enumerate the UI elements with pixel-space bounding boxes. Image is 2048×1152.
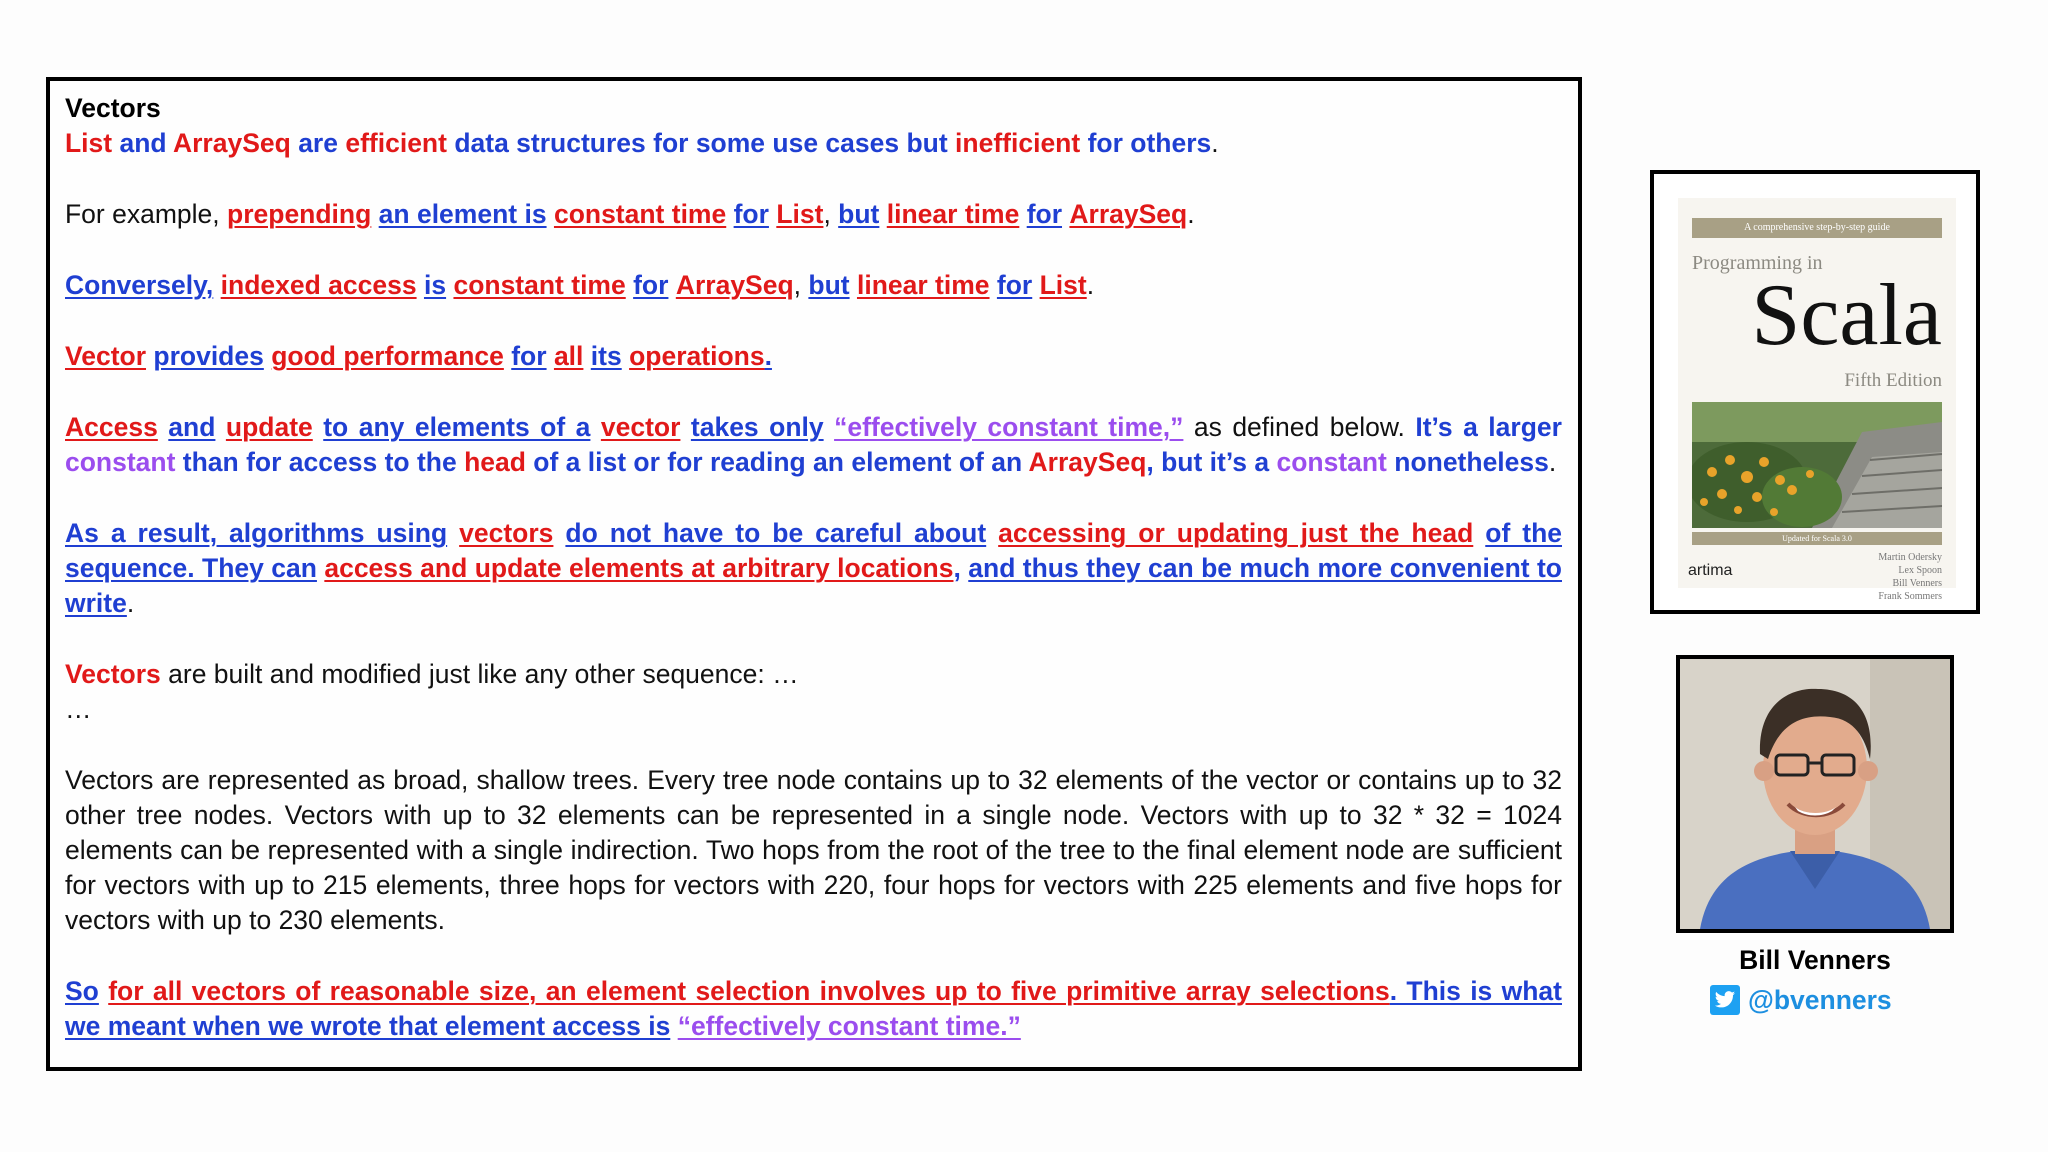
span: As a result, algorithms using <box>65 518 448 548</box>
span: constant time <box>553 199 727 229</box>
span: prepending <box>227 199 372 229</box>
span: ArraySeq <box>1069 199 1188 229</box>
span: of a list or for reading an element of an <box>525 447 1029 477</box>
span: are built and modified just like any other sequence: … <box>160 659 799 689</box>
span <box>215 412 225 442</box>
span: linear time <box>856 270 990 300</box>
span: an element is <box>378 199 547 229</box>
span <box>1473 518 1485 548</box>
span: but <box>838 199 880 229</box>
span <box>547 341 554 371</box>
span <box>622 341 629 371</box>
paragraph-2 <box>65 197 1562 232</box>
span <box>1032 270 1039 300</box>
span: , but it’s a <box>1146 447 1277 477</box>
span: List <box>776 199 824 229</box>
span <box>680 412 690 442</box>
span <box>986 518 998 548</box>
book-publisher: artima <box>1688 562 1733 579</box>
span <box>824 412 834 442</box>
span <box>668 270 675 300</box>
span: , <box>793 270 809 300</box>
book-update-note: Updated for Scala 3.0 <box>1692 532 1942 545</box>
span: . <box>1187 199 1195 229</box>
span <box>447 518 459 548</box>
span: vectors <box>459 518 554 548</box>
span: Conversely, <box>65 270 214 300</box>
span: than for access to the <box>175 447 465 477</box>
span <box>990 270 997 300</box>
book-title: Scala <box>1751 267 1942 364</box>
span: List <box>65 128 113 158</box>
span <box>590 412 600 442</box>
span: but <box>808 270 850 300</box>
span <box>313 412 323 442</box>
author-portrait-illustration <box>1680 659 1950 929</box>
span: ArraySeq <box>1028 447 1147 477</box>
span: nonetheless <box>1386 447 1549 477</box>
span <box>1019 199 1026 229</box>
span: as defined below. <box>1183 412 1416 442</box>
book-tagline: A comprehensive step-by-step guide <box>1692 218 1942 238</box>
span <box>158 412 168 442</box>
span: … <box>65 694 92 724</box>
span <box>626 270 633 300</box>
span: vector <box>600 412 681 442</box>
span: . <box>764 341 772 371</box>
span: for <box>996 270 1033 300</box>
span: to any elements of a <box>323 412 591 442</box>
span: So <box>65 976 99 1006</box>
span: ArraySeq <box>172 128 291 158</box>
span: . <box>1086 270 1095 300</box>
span <box>417 270 424 300</box>
book-edition: Fifth Edition <box>1844 370 1942 391</box>
span: and thus they can be much more convenient to write <box>65 553 1562 618</box>
span: of the sequence. They can <box>65 518 1562 583</box>
slide-title: Vectors <box>65 93 161 123</box>
span: update <box>225 412 313 442</box>
span: operations <box>629 341 765 371</box>
span: its <box>590 341 622 371</box>
span: efficient <box>345 128 447 158</box>
span: Vectors <box>65 659 161 689</box>
paragraph-4 <box>65 339 1562 374</box>
paragraph-1 <box>65 126 1562 161</box>
span: accessing or updating just the head <box>998 518 1474 548</box>
span <box>553 518 565 548</box>
paragraph-title <box>65 91 1562 126</box>
paragraph-6 <box>65 516 1562 621</box>
text-box <box>46 77 1582 1071</box>
book-cover-frame <box>1650 170 1980 614</box>
span: It’s a larger <box>1415 412 1562 442</box>
paragraph-5 <box>65 410 1562 480</box>
span: List <box>1039 270 1087 300</box>
span: all <box>553 341 584 371</box>
span <box>879 199 886 229</box>
span: . <box>1548 447 1557 477</box>
span <box>547 199 554 229</box>
book-author: Bill Venners <box>1892 578 1942 589</box>
span: provides <box>153 341 264 371</box>
span: for <box>1026 199 1063 229</box>
span: ArraySeq <box>675 270 794 300</box>
span: constant <box>1276 447 1387 477</box>
span: data structures for some use cases but <box>446 128 956 158</box>
span: . This is what we meant when we wrote that element access is <box>65 976 1562 1041</box>
span <box>583 341 590 371</box>
span <box>670 1011 677 1041</box>
span: inefficient <box>955 128 1081 158</box>
span: head <box>464 447 526 477</box>
book-authors <box>1878 551 1942 603</box>
span: “effectively constant time.” <box>677 1011 1021 1041</box>
twitter-icon <box>1710 985 1740 1015</box>
span: takes only <box>690 412 824 442</box>
book-cover <box>1678 198 1956 602</box>
paragraph-7 <box>65 657 1562 727</box>
span: Vector <box>65 341 147 371</box>
span <box>850 270 857 300</box>
span: do not have to be careful about <box>565 518 987 548</box>
span: for <box>733 199 769 229</box>
span: for <box>633 270 669 300</box>
author-photo <box>1676 655 1954 933</box>
span: For example, <box>65 199 228 229</box>
book-author: Frank Sommers <box>1878 591 1942 602</box>
span: constant <box>65 447 176 477</box>
span <box>371 199 378 229</box>
author-name: Bill Venners <box>1739 945 1891 975</box>
span: constant time <box>453 270 626 300</box>
span: good performance <box>271 341 504 371</box>
span: Access <box>65 412 158 442</box>
book-author: Martin Odersky <box>1878 552 1942 563</box>
paragraph-3 <box>65 268 1562 303</box>
span <box>726 199 733 229</box>
span: for all vectors of reasonable size, an element selection involves up to five primitive array selections <box>108 976 1390 1006</box>
span: access and update elements at arbitrary locations <box>324 553 954 583</box>
twitter-row[interactable] <box>1710 983 1892 1017</box>
span: , <box>823 199 839 229</box>
span: indexed access <box>220 270 417 300</box>
span <box>99 976 108 1006</box>
paragraph-8 <box>65 763 1562 938</box>
span: . <box>1211 128 1219 158</box>
span: for others <box>1080 128 1212 158</box>
span: “effectively constant time,” <box>834 412 1184 442</box>
book-author: Lex Spoon <box>1898 565 1942 576</box>
span: Vectors are represented as broad, shallow trees. Every tree node contains up to 32 elements of the vector or contains up to 32 other tree nodes. Vectors with up to 32 elements can be represented in a single node. Vectors with up to 32 * 32 = 1024 elements can be represented with a single indirection. Two hops from the root of the tree to the final element node are sufficient for vectors with up to 215 elements, three hops for vectors with 220, four hops for vectors with 225 elements and five hops for vectors with up to 230 elements. <box>65 765 1562 935</box>
book-cover-photo <box>1692 402 1942 528</box>
book-series: Programming in <box>1692 252 1823 274</box>
span: linear time <box>886 199 1020 229</box>
span: for <box>511 341 547 371</box>
span: and <box>112 128 173 158</box>
span: , <box>953 553 969 583</box>
span: and <box>168 412 216 442</box>
span: . <box>126 588 135 618</box>
span <box>213 270 220 300</box>
twitter-handle[interactable]: @bvenners <box>1748 984 1892 1015</box>
span: are <box>290 128 346 158</box>
paragraph-9 <box>65 974 1562 1044</box>
span: is <box>423 270 447 300</box>
